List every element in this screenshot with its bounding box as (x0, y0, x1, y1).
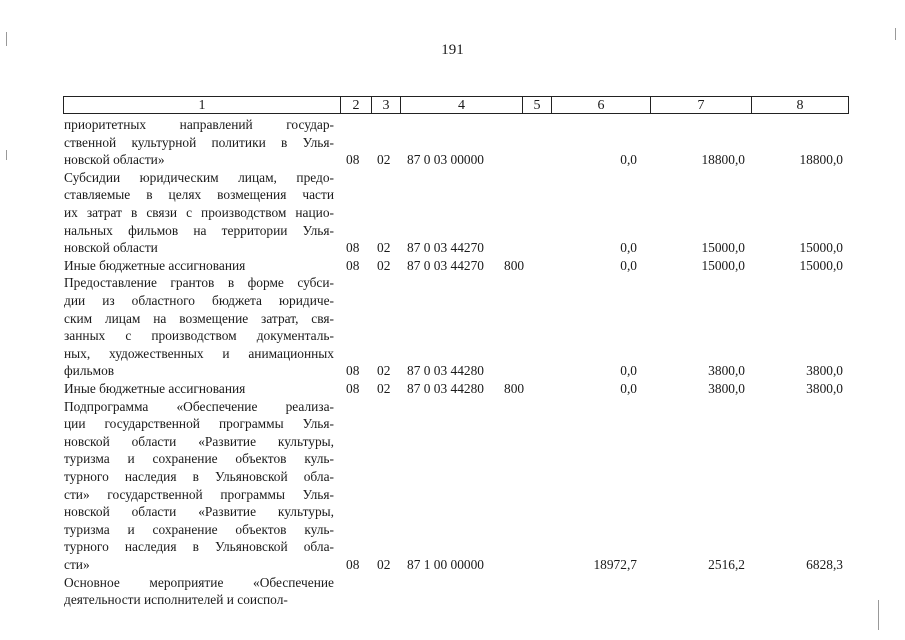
target-article-code: 87 0 03 00000 (407, 152, 484, 168)
row-description (64, 257, 334, 275)
description-line: турного наследия в Ульяновской обла- (64, 539, 334, 555)
description-line: их затрат в связи с производством нацио- (64, 204, 334, 220)
header-col-2: 2 (341, 97, 372, 113)
amount-year-2: 3800,0 (708, 363, 745, 379)
header-col-6: 6 (552, 97, 651, 113)
header-col-8: 8 (796, 98, 804, 113)
table-row (0, 274, 905, 380)
header-col-3: 3 (372, 97, 401, 113)
target-article-code: 87 1 00 00000 (407, 556, 484, 572)
expense-type-code: 800 (504, 257, 525, 273)
section-code: 08 (346, 240, 360, 256)
row-description (64, 116, 334, 169)
scan-edge-mark (895, 28, 896, 40)
section-code: 08 (346, 257, 360, 273)
description-line: новской области «Развитие культуры, (64, 504, 334, 520)
description-line: сти» (64, 556, 90, 572)
description-line: Субсидии юридическим лицам, предо- (64, 169, 334, 185)
description-line: фильмов (64, 363, 115, 379)
amount-year-3: 3800,0 (806, 363, 843, 379)
amount-year-3: 15000,0 (799, 240, 843, 256)
description-line: дии из областного бюджета юридиче- (64, 292, 334, 308)
amount-year-1: 0,0 (620, 363, 637, 379)
header-col-5: 5 (523, 97, 552, 113)
description-line: ции государственной программы Улья- (64, 416, 334, 432)
description-line: Иные бюджетные ассигнования (64, 381, 246, 396)
amount-year-1: 0,0 (620, 257, 637, 273)
description-line: деятельности исполнителей и соиспол- (64, 592, 288, 608)
subsection-code: 02 (377, 257, 391, 273)
description-line: новской области (64, 240, 158, 256)
description-line: сти» государственной программы Улья- (64, 486, 334, 502)
description-line: Иные бюджетные ассигнования (64, 257, 246, 273)
description-line: приоритетных направлений государ- (64, 117, 334, 132)
amount-year-1: 0,0 (620, 240, 637, 256)
amount-year-2: 3800,0 (708, 381, 745, 396)
description-line: туризма и сохранение объектов куль- (64, 521, 334, 537)
description-line: новской области» (64, 152, 165, 168)
table-header (63, 96, 849, 114)
description-line: ским лицам на возмещение затрат, свя- (64, 310, 334, 326)
table-row (0, 380, 905, 398)
target-article-code: 87 0 03 44270 (407, 257, 484, 273)
table-row (0, 574, 905, 609)
description-line: Предоставление грантов в форме субси- (64, 275, 334, 291)
amount-year-3: 6828,3 (806, 556, 843, 572)
scan-edge-mark (878, 600, 879, 630)
section-code: 08 (346, 152, 360, 168)
amount-year-3: 15000,0 (799, 257, 843, 273)
row-description (64, 398, 334, 574)
target-article-code: 87 0 03 44280 (407, 363, 484, 379)
amount-year-2: 18800,0 (701, 152, 745, 168)
description-line: ставляемые в целях возмещения части (64, 187, 334, 203)
amount-year-1: 0,0 (620, 381, 637, 396)
amount-year-2: 15000,0 (701, 257, 745, 273)
amount-year-2: 2516,2 (708, 556, 745, 572)
amount-year-3: 18800,0 (799, 152, 843, 168)
description-line: нальных фильмов на территории Улья- (64, 222, 334, 238)
row-description (64, 274, 334, 380)
expense-type-code: 800 (504, 381, 525, 396)
subsection-code: 02 (377, 381, 391, 396)
description-line: занных с производством документаль- (64, 328, 334, 344)
section-code: 08 (346, 381, 360, 396)
target-article-code: 87 0 03 44280 (407, 381, 484, 396)
header-col-1: 1 (64, 97, 341, 113)
description-line: ных, художественных и анимационных (64, 345, 334, 361)
subsection-code: 02 (377, 556, 391, 572)
description-line: новской области «Развитие культуры, (64, 433, 334, 449)
header-col-7: 7 (651, 97, 752, 113)
target-article-code: 87 0 03 44270 (407, 240, 484, 256)
row-description (64, 169, 334, 257)
subsection-code: 02 (377, 152, 391, 168)
scan-edge-mark (6, 32, 7, 46)
section-code: 08 (346, 363, 360, 379)
scan-edge-mark (6, 150, 7, 160)
table-row (0, 398, 905, 574)
amount-year-1: 18972,7 (593, 556, 637, 572)
amount-year-1: 0,0 (620, 152, 637, 168)
table-row (0, 116, 905, 169)
amount-year-2: 15000,0 (701, 240, 745, 256)
row-description (64, 574, 334, 609)
amount-year-3: 3800,0 (806, 381, 843, 396)
row-description (64, 380, 334, 398)
description-line: ственной культурной политики в Улья- (64, 134, 334, 150)
subsection-code: 02 (377, 240, 391, 256)
subsection-code: 02 (377, 363, 391, 379)
table-row (0, 169, 905, 257)
description-line: туризма и сохранение объектов куль- (64, 451, 334, 467)
section-code: 08 (346, 556, 360, 572)
page-number: 191 (441, 42, 464, 58)
header-col-4: 4 (401, 97, 523, 113)
description-line: турного наследия в Ульяновской обла- (64, 468, 334, 484)
description-line: Подпрограмма «Обеспечение реализа- (64, 398, 334, 414)
table-row (0, 257, 905, 275)
description-line: Основное мероприятие «Обеспечение (64, 574, 334, 590)
